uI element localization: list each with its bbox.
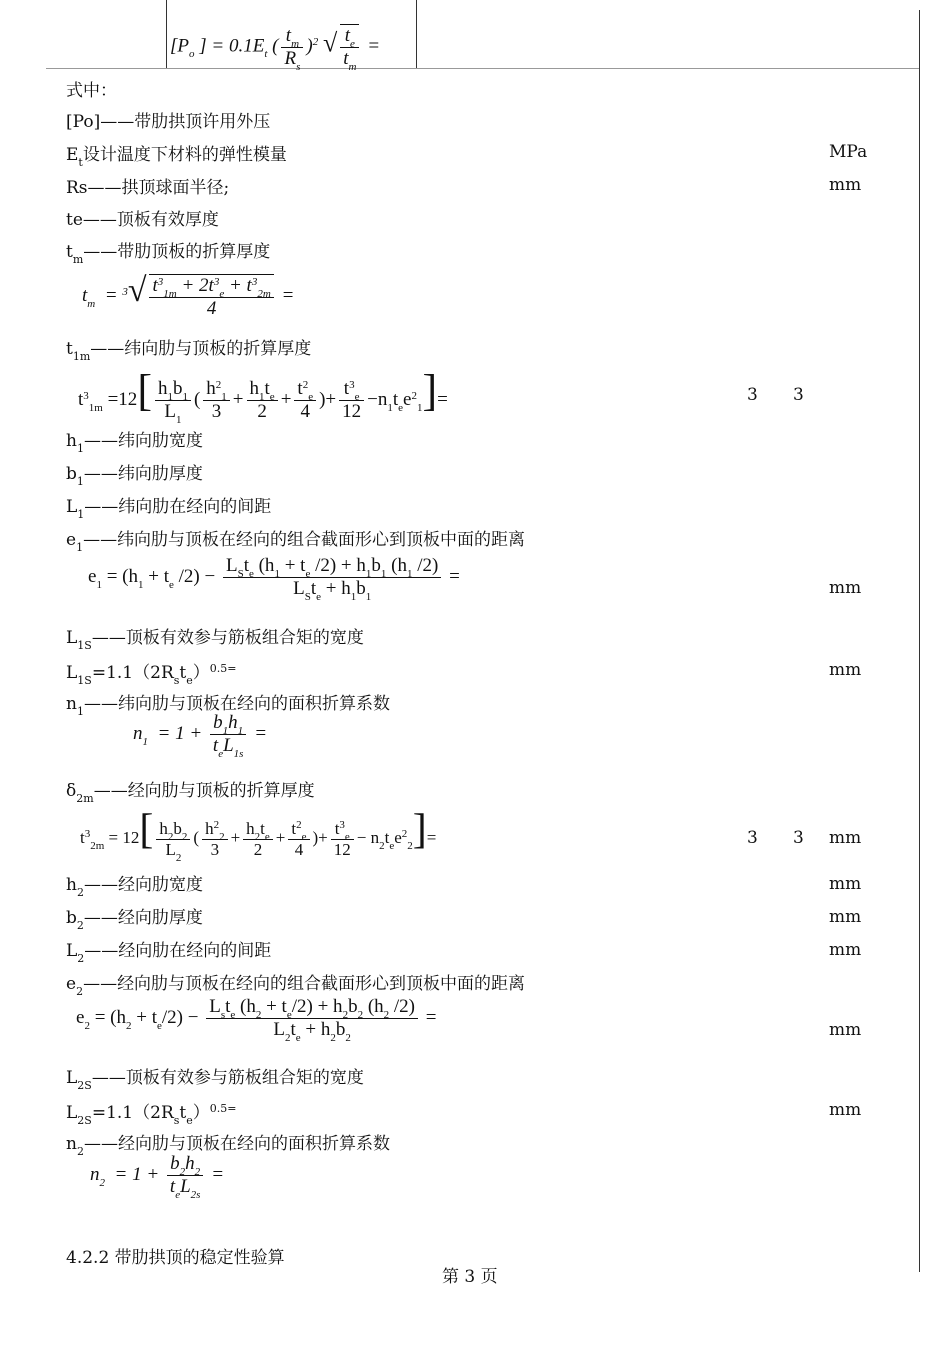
L1s-description: $L_{1S}——$顶板有效参与筋板组合矩的宽度 (66, 628, 364, 652)
e2-unit: mm (829, 1020, 862, 1040)
b1-description: $b_1——$纬向肋厚度 (66, 464, 203, 488)
L1s-formula: $L_{1S}=1.1(2R_st_e)^{0.5=}$ (66, 662, 237, 687)
po-formula: [$P_o$ ] = $0.1E_t$ ( $\frac{t_m}{R_s}$ )$^2$ √ $\frac{t_e}{t_m}$ = (170, 24, 381, 73)
intro-text: 式中： (66, 81, 117, 101)
L2s-unit: mm (829, 1100, 862, 1120)
et-unit: MPa (829, 142, 868, 162)
n2-description: $n_2——$经向肋与顶板在经向的面积折算系数 (66, 1134, 390, 1158)
L1s-unit: mm (829, 660, 862, 680)
table-mid-border (416, 0, 417, 68)
b2-description: $b_2——$经向肋厚度 (66, 908, 203, 932)
rs-unit: mm (829, 175, 862, 195)
t2m-unit-mm: mm (829, 828, 862, 848)
t2m-unit-a: 3 (747, 828, 758, 848)
t2m-description: $\delta_{2m}——$经向肋与顶板的折算厚度 (66, 781, 315, 805)
t2m-unit-b: 3 (793, 828, 804, 848)
table-left-border (166, 0, 167, 68)
L2-description: $L_2——$经向肋在经向的间距 (66, 941, 272, 965)
tm-description: $t_m——$带肋顶板的折算厚度 (66, 242, 271, 266)
L1-description: $L_1——$纬向肋在经向的间距 (66, 497, 272, 521)
rs-description: Rs——拱顶球面半径; (66, 178, 230, 198)
tm-formula: $t_m = ^3√$ $\frac{t^3_{1m} + 2t^3_e + t^3_{2m}}{4}$ = (82, 272, 295, 319)
e1-description: $e_1——$纬向肋与顶板在经向的组合截面形心到顶板中面的距离 (66, 530, 526, 554)
t2m-formula: $t^3_{2m} = 12$[ $\frac{h_2b_2}{L_2}$ ( $\frac{h^2_2}{3}$ + $\frac{h_2t_e}{2}$ + $\frac{t^2_e}{4}$ )+ $\frac{t^3_e}{12}$ − $n_2t_ee^2_2]=$ (80, 807, 437, 864)
n2-formula: $n_2 = 1$ + $\frac{b_2h_2}{t_eL_{2s}}$ = (90, 1153, 225, 1201)
po-description: [Po]——带肋拱顶许用外压 (66, 112, 271, 132)
n1-description: $n_1——$纬向肋与顶板在经向的面积折算系数 (66, 694, 390, 718)
b2-unit: mm (829, 907, 862, 927)
t1m-formula: $t^3_{1m} =12$[ $\frac{h_1b_1}{L_1}$ ( $\frac{h^2_1}{3}$ + $\frac{h_1t_e}{2}$ + $\frac{t^2_e}{4}$ )+ $\frac{t^3_e}{12}$ $-n_1t_ee^2_1]=$ (78, 366, 448, 427)
t1m-unit-b: 3 (793, 385, 804, 405)
te-description: te——顶板有效厚度 (66, 210, 219, 230)
page-footer: 第 3 页 (442, 1267, 498, 1287)
e1-unit: mm (829, 578, 862, 598)
section-heading: 4.2.2 带肋拱顶的稳定性验算 (66, 1248, 285, 1268)
page-right-border (919, 10, 920, 1272)
L2s-formula: $L_{2S}=1.1(2R_st_e)^{0.5=}$ (66, 1102, 237, 1127)
h2-unit: mm (829, 874, 862, 894)
et-description: $E_t$设计温度下材料的弹性模量 (66, 145, 287, 169)
n1-formula: $n_1 = 1$ + $\frac{b_1h_1}{t_eL_{1s}}$ = (133, 712, 268, 760)
e1-formula: $e_1 = (h_1 + t_e$ /2) − $\frac{L_St_e (h_1 + t_e /2) + h_1b_1 (h_1 /2)}{L_St_e + h_1b_1}$ = (88, 555, 460, 603)
h2-description: $h_2——$经向肋宽度 (66, 875, 203, 899)
L2-unit: mm (829, 940, 862, 960)
e2-description: $e_2——$经向肋与顶板在经向的组合截面形心到顶板中面的距离 (66, 974, 526, 998)
t1m-description: $t_{1m}——$纬向肋与顶板的折算厚度 (66, 339, 312, 363)
h1-description: $h_1——$纬向肋宽度 (66, 431, 203, 455)
e2-formula: $e_2 = (h_2 + t_e/2)$ − $\frac{L_st_e (h_2 + t_e/2) + h_2b_2 (h_2 /2)}{L_2t_e + h_2b_2}$ = (76, 996, 437, 1044)
t1m-unit-a: 3 (747, 385, 758, 405)
L2s-description: $L_{2S}——$顶板有效参与筋板组合矩的宽度 (66, 1068, 364, 1092)
